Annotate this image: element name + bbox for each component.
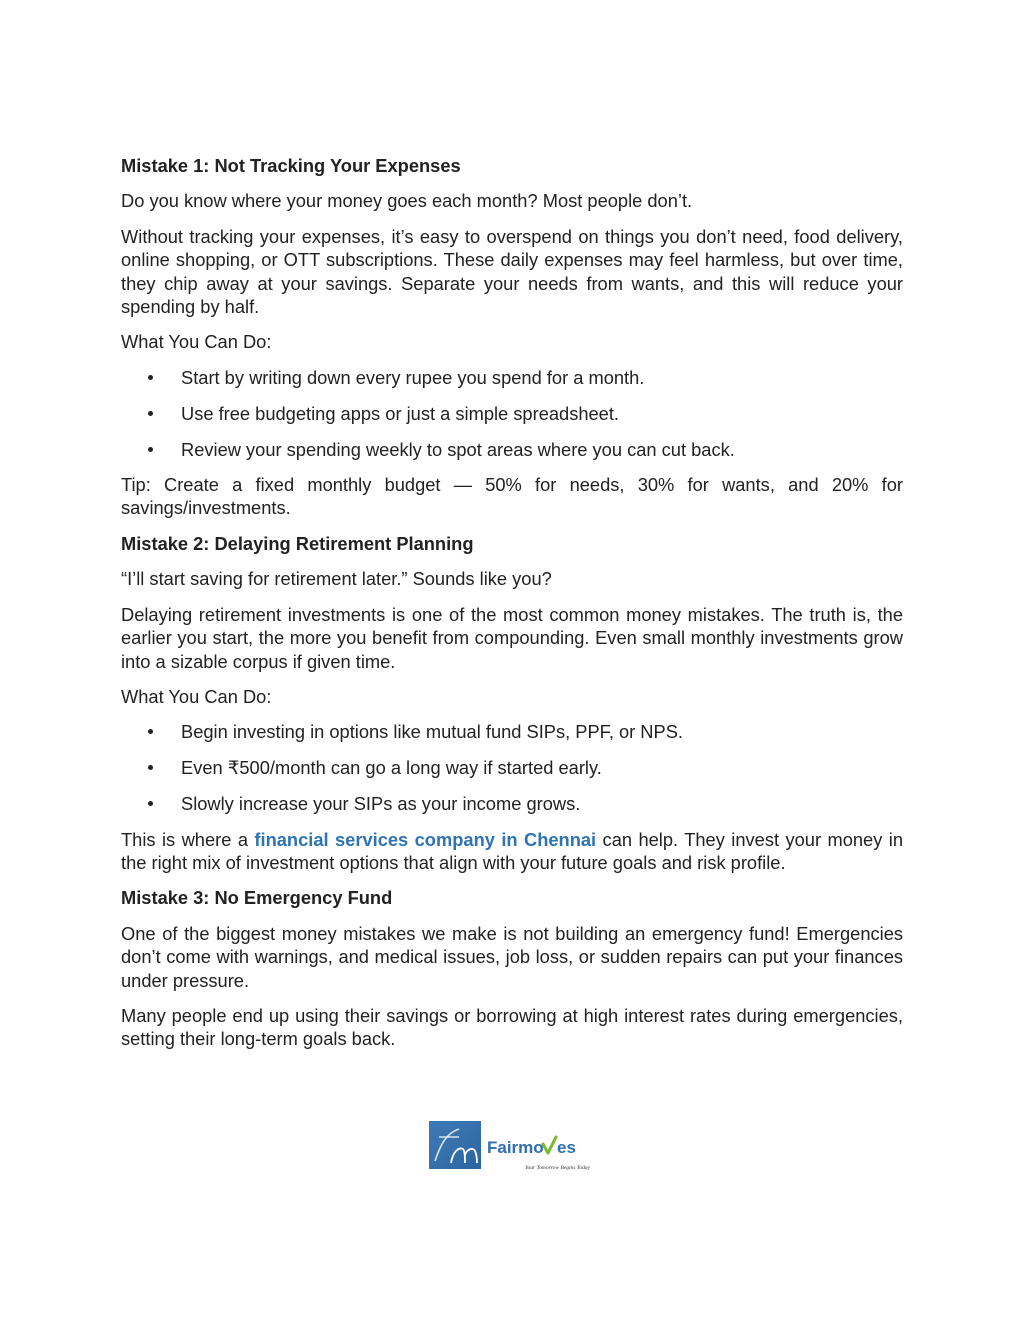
section-1-heading: Mistake 1: Not Tracking Your Expenses [121,155,461,176]
list-item: Use free budgeting apps or just a simple spreadsheet. [121,402,903,425]
svg-text:Your Tomorrow Begins Today: Your Tomorrow Begins Today [525,1165,591,1171]
list-item: Slowly increase your SIPs as your income grows. [121,792,903,815]
list-item: Start by writing down every rupee you spend for a month. [121,366,903,389]
section-2-closing: This is where a financial services company in Chennai can help. They invest your money in the right mix of investment options that align with your future goals and risk profile. [121,828,903,873]
section-1-paragraph: Without tracking your expenses, it’s easy to overspend on things you don’t need, food delivery, online shopping, or OTT subscriptions. These daily expenses may feel harmless, but over time, they chip away at your savings. Separate your needs from wants, and this will reduce your spending by half. [121,225,903,318]
section-3-paragraph-2: Many people end up using their savings or borrowing at high interest rates during emergencies, setting their long-term goals back. [121,1004,903,1050]
section-2-heading: Mistake 2: Delaying Retirement Planning [121,532,474,554]
bullet-icon [148,375,153,380]
list-item: Even ₹500/month can go a long way if started early. [121,756,903,779]
svg-text:Fairmo: Fairmo [487,1138,544,1157]
bullet-icon [148,765,153,770]
list-item: Begin investing in options like mutual fund SIPs, PPF, or NPS. [121,720,903,743]
section-1-bullet-list [121,366,903,461]
bullet-icon [148,447,153,452]
section-2-intro: “I’ll start saving for retirement later.” Sounds like you? [121,568,552,590]
financial-services-link[interactable]: financial services company in Chennai [254,828,597,850]
section-1-intro: Do you know where your money goes each month? Most people don’t. [121,190,693,212]
document-body [121,154,903,1063]
fairmoves-logo [429,1121,599,1173]
list-item: Review your spending weekly to spot areas where you can cut back. [121,438,903,461]
bullet-icon [148,801,153,806]
section-2-bullet-list [121,720,903,815]
section-2-what-you-can-do: What You Can Do: [121,685,272,707]
fairmoves-logo-icon [429,1121,599,1173]
section-1-what-you-can-do: What You Can Do: [121,331,272,353]
section-3-paragraph-1: One of the biggest money mistakes we make is not building an emergency fund! Emergencies don’t come with warnings, and medical issues, job loss, or sudden repairs can put your finances under pressure. [121,922,903,991]
section-3-heading: Mistake 3: No Emergency Fund [121,887,393,909]
section-1-tip: Tip: Create a fixed monthly budget — 50% for needs, 30% for wants, and 20% for savings/investments. [121,474,903,519]
section-2-paragraph: Delaying retirement investments is one of the most common money mistakes. The truth is, the earlier you start, the more you benefit from compounding. Even small monthly investments grow into a sizable corpus if given time. [121,603,903,672]
bullet-icon [148,729,153,734]
bullet-icon [148,411,153,416]
svg-text:es: es [557,1138,576,1157]
